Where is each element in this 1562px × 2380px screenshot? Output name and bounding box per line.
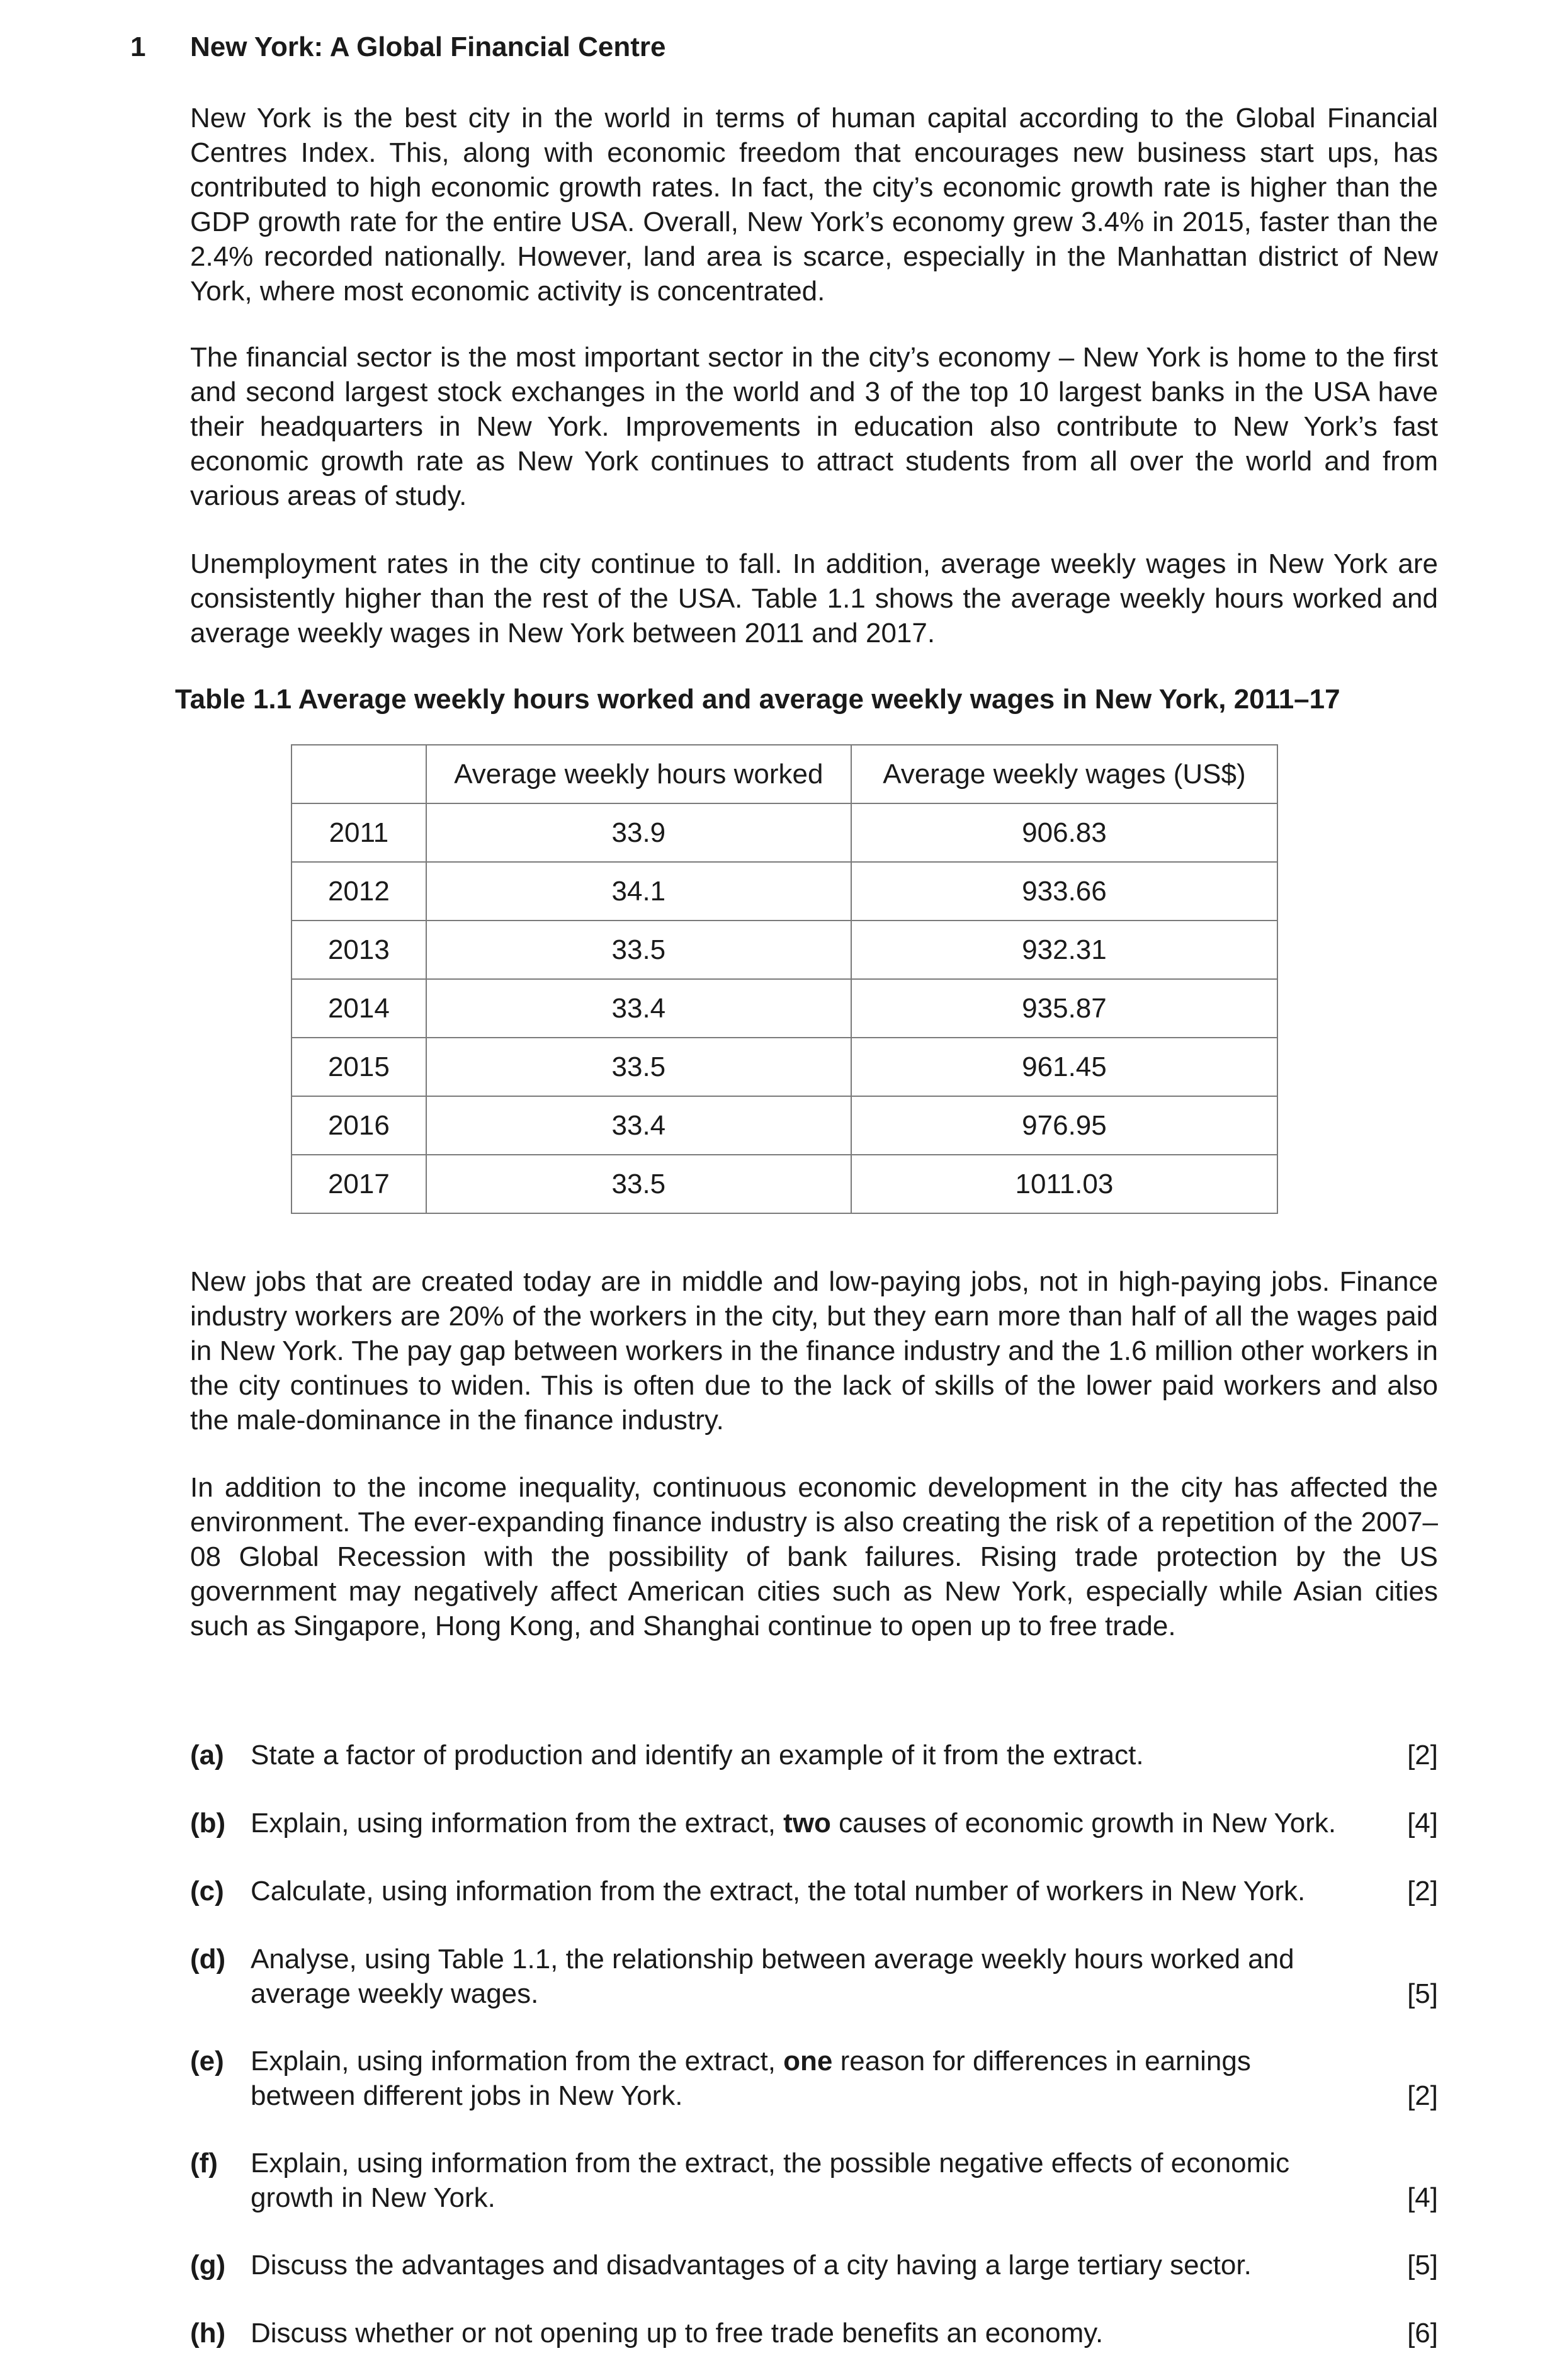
subquestion-text	[251, 2044, 1352, 2113]
marks-label: [5]	[1407, 2250, 1438, 2281]
marks-label: [4]	[1407, 1808, 1438, 1839]
table-cell: 34.1	[426, 862, 851, 921]
table-row	[291, 979, 1277, 1038]
subquestion-text-part: State a factor of production and identify an example of it from the extract.	[251, 1740, 1144, 1771]
table-header-cell	[291, 745, 426, 803]
subquestion-label: (e)	[190, 2046, 224, 2077]
marks-label: [2]	[1407, 1740, 1438, 1771]
subquestion-emphasis: one	[783, 2046, 833, 2077]
subquestion-label: (b)	[190, 1808, 226, 1839]
question-title: New York: A Global Financial Centre	[190, 31, 666, 62]
table-cell: 933.66	[851, 862, 1277, 921]
table-cell: 1011.03	[851, 1155, 1277, 1213]
marks-label: [5]	[1407, 1978, 1438, 2009]
subquestion-label: (c)	[190, 1876, 224, 1907]
subquestion-text	[251, 2316, 1352, 2350]
table-cell: 2012	[291, 862, 426, 921]
subquestion-label: (h)	[190, 2318, 226, 2349]
paragraph-financial-sector: The financial sector is the most important sector in the city’s economy – New York is home to the first and second largest stock exchanges in the world and 3 of the top 10 largest banks in the USA have their headquarters in New York. Improvements in education also contribute to New York’s fast economic growth rate as New York continues to attract students from all over the world and from various areas of study.	[190, 342, 1438, 511]
table-cell: 2014	[291, 979, 426, 1038]
subquestion-text-part: Calculate, using information from the extract, the total number of workers in New York.	[251, 1876, 1306, 1907]
marks-label: [2]	[1407, 2080, 1438, 2111]
table-header-row	[291, 745, 1277, 803]
subquestion-text	[251, 2248, 1352, 2282]
subquestion-label: (a)	[190, 1740, 224, 1771]
paragraph-new-jobs: New jobs that are created today are in middle and low-paying jobs, not in high-paying jobs. Finance industry workers are 20% of the workers in the city, but they earn more than half of all the wages paid in New York. The pay gap between workers in the finance industry and the 1.6 million other workers in the city continues to widen. This is often due to the lack of skills of the lower paid workers and also the male-dominance in the finance industry.	[190, 1266, 1438, 1436]
table-cell: 976.95	[851, 1096, 1277, 1155]
subquestion-label: (f)	[190, 2148, 218, 2179]
table-cell: 2013	[291, 921, 426, 979]
table-row	[291, 921, 1277, 979]
table-cell: 2011	[291, 803, 426, 862]
question-number: 1	[130, 31, 146, 62]
subquestion-text-part: Explain, using information from the extract, the possible negative effects of economic growth in New York.	[251, 2148, 1290, 2213]
subquestion-text-part: Explain, using information from the extract,	[251, 1808, 784, 1839]
subquestion-label: (g)	[190, 2250, 226, 2281]
table-cell: 33.9	[426, 803, 851, 862]
paragraph-income-inequality: In addition to the income inequality, continuous economic development in the city has affected the environment. The ever-expanding finance industry is also creating the risk of a repetition of the 2007–08 Global Recession with the possibility of bank failures. Rising trade protection by the US government may negatively affect American cities such as New York, especially while Asian cities such as Singapore, Hong Kong, and Shanghai continue to open up to free trade.	[190, 1472, 1438, 1641]
table-cell: 33.5	[426, 1155, 851, 1213]
table-cell: 935.87	[851, 979, 1277, 1038]
paragraph-unemployment: Unemployment rates in the city continue to fall. In addition, average weekly wages in New York are consistently higher than the rest of the USA. Table 1.1 shows the average weekly hours worked and average weekly wages in New York between 2011 and 2017.	[190, 548, 1438, 649]
table-cell: 33.4	[426, 1096, 851, 1155]
wages-table	[291, 744, 1278, 1214]
table-header-cell: Average weekly wages (US$)	[851, 745, 1277, 803]
subquestion-text-part: Discuss whether or not opening up to free trade benefits an economy.	[251, 2318, 1104, 2349]
table-header-cell: Average weekly hours worked	[426, 745, 851, 803]
table-cell: 33.4	[426, 979, 851, 1038]
subquestion-text	[251, 1738, 1352, 1772]
table-row	[291, 803, 1277, 862]
table-row	[291, 1155, 1277, 1213]
table-cell: 33.5	[426, 1038, 851, 1096]
subquestion-text	[251, 1874, 1352, 1908]
subquestion-label: (d)	[190, 1944, 226, 1975]
subquestion-text	[251, 2146, 1352, 2215]
marks-label: [4]	[1407, 2182, 1438, 2213]
table-row	[291, 1038, 1277, 1096]
subquestion-text-part: Explain, using information from the extract,	[251, 2046, 784, 2077]
table-row	[291, 862, 1277, 921]
paragraph-human-capital: New York is the best city in the world in terms of human capital according to the Global Financial Centres Index. This, along with economic freedom that encourages new business start ups, has contributed to high economic growth rates. In fact, the city’s economic growth rate is higher than the GDP growth rate for the entire USA. Overall, New York’s economy grew 3.4% in 2015, faster than the 2.4% recorded nationally. However, land area is scarce, especially in the Manhattan district of New York, where most economic activity is concentrated.	[190, 103, 1438, 307]
table-cell: 2017	[291, 1155, 426, 1213]
table-cell: 932.31	[851, 921, 1277, 979]
table-cell: 961.45	[851, 1038, 1277, 1096]
table-row	[291, 1096, 1277, 1155]
subquestion-text	[251, 1942, 1352, 2011]
marks-label: [6]	[1407, 2318, 1438, 2349]
table-cell: 2015	[291, 1038, 426, 1096]
table-cell: 33.5	[426, 921, 851, 979]
table-cell: 2016	[291, 1096, 426, 1155]
subquestion-emphasis: two	[783, 1808, 831, 1839]
subquestion-text	[251, 1806, 1352, 1840]
subquestion-text-part: Analyse, using Table 1.1, the relationship between average weekly hours worked and average weekly wages.	[251, 1944, 1294, 2009]
subquestion-text-part: reason for differences in earnings between different jobs in New York.	[251, 2046, 1251, 2111]
table-cell: 906.83	[851, 803, 1277, 862]
subquestion-text-part: causes of economic growth in New York.	[830, 1808, 1337, 1839]
subquestion-text-part: Discuss the advantages and disadvantages of a city having a large tertiary sector.	[251, 2250, 1252, 2281]
table-caption: Table 1.1 Average weekly hours worked and average weekly wages in New York, 2011–17	[175, 684, 1340, 715]
marks-label: [2]	[1407, 1876, 1438, 1907]
